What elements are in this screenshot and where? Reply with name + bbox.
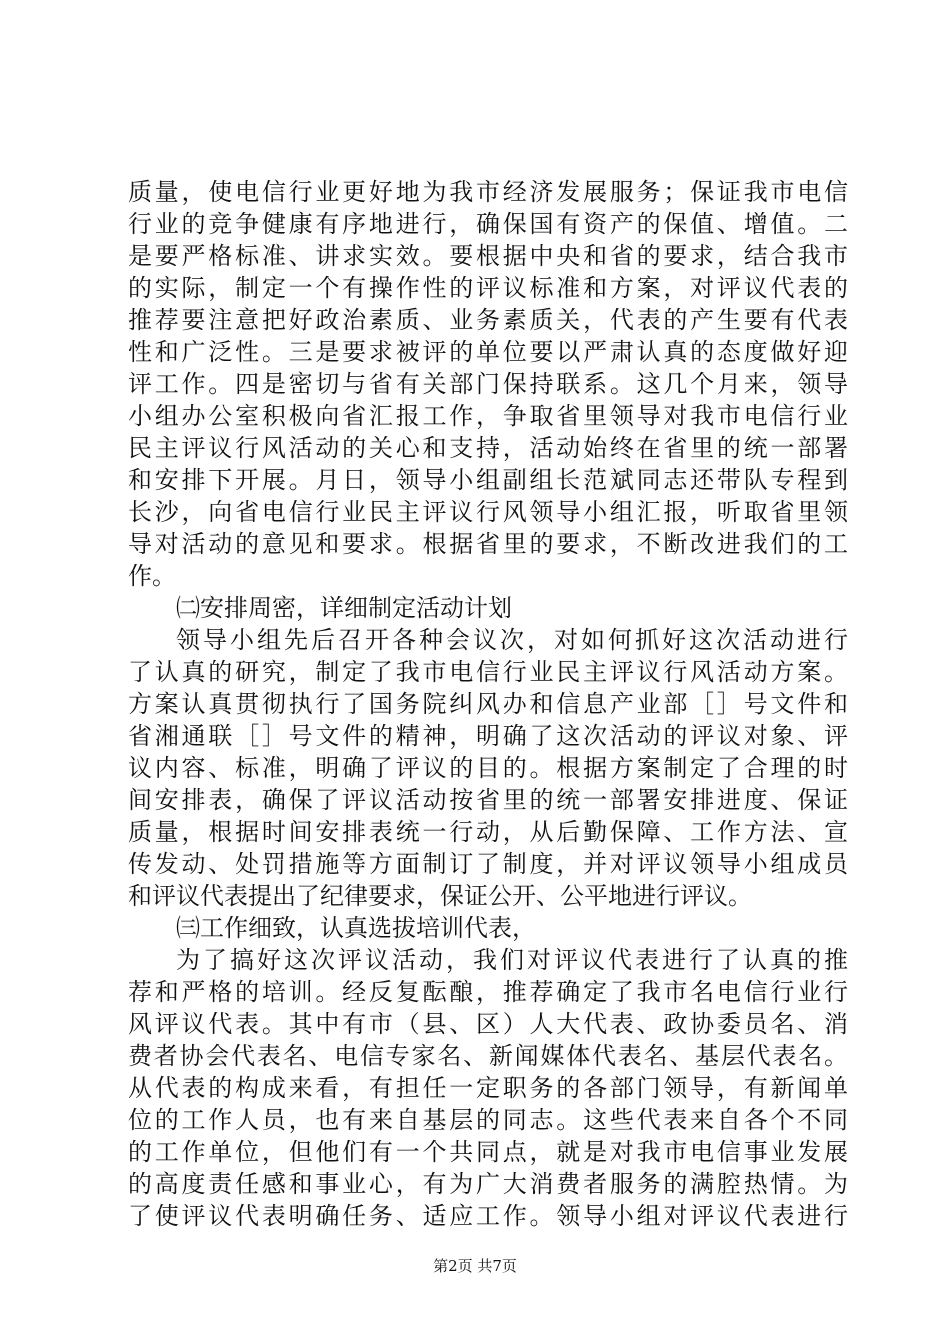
text-line: 评工作。四是密切与省有关部门保持联系。这几个月来，领导	[128, 370, 848, 398]
text-line: 的工作单位，但他们有一个共同点，就是对我市电信事业发展	[128, 1138, 848, 1166]
text-line: 行业的竞争健康有序地进行，确保国有资产的保值、增值。二	[128, 210, 848, 238]
text-line: 方案认真贯彻执行了国务院纠风办和信息产业部［］号文件和	[128, 690, 848, 718]
section-heading-3: ㈢工作细致，认真选拔培训代表，	[176, 914, 536, 942]
text-line: 长沙，向省电信行业民主评议行风领导小组汇报，听取省里领	[128, 498, 848, 526]
page-number-footer: 第2页 共7页	[433, 1257, 517, 1275]
text-line: 质量，根据时间安排表统一行动，从后勤保障、工作方法、宣	[128, 818, 848, 846]
text-line: 的实际，制定一个有操作性的评议标准和方案，对评议代表的	[128, 274, 848, 302]
text-line: 了认真的研究，制定了我市电信行业民主评议行风活动方案。	[128, 658, 848, 686]
text-line: 风评议代表。其中有市（县、区）人大代表、政协委员名、消	[128, 1010, 848, 1038]
text-line: 从代表的构成来看，有担任一定职务的各部门领导，有新闻单	[128, 1074, 848, 1102]
text-line: 位的工作人员，也有来自基层的同志。这些代表来自各个不同	[128, 1106, 848, 1134]
text-line: 小组办公室积极向省汇报工作，争取省里领导对我市电信行业	[128, 402, 848, 430]
document-body	[128, 176, 848, 1232]
text-line: 性和广泛性。三是要求被评的单位要以严肃认真的态度做好迎	[128, 338, 848, 366]
paragraph-2	[128, 624, 848, 912]
text-line: 间安排表，确保了评议活动按省里的统一部署安排进度、保证	[128, 786, 848, 814]
text-line: 省湘通联［］号文件的精神，明确了这次活动的评议对象、评	[128, 722, 848, 750]
text-line: 质量，使电信行业更好地为我市经济发展服务；保证我市电信	[128, 178, 848, 206]
text-line: 费者协会代表名、电信专家名、新闻媒体代表名、基层代表名。	[128, 1042, 848, 1070]
paragraph-3	[128, 944, 848, 1232]
paragraph-1	[128, 176, 848, 592]
text-line: 和评议代表提出了纪律要求，保证公开、公平地进行评议。	[128, 882, 752, 910]
text-line: 了使评议代表明确任务、适应工作。领导小组对评议代表进行	[128, 1202, 848, 1230]
text-line: 作。	[128, 562, 176, 590]
text-line: 的高度责任感和事业心，有为广大消费者服务的满腔热情。为	[128, 1170, 848, 1198]
text-line: 荐和严格的培训。经反复酝酿，推荐确定了我市名电信行业行	[128, 978, 848, 1006]
text-line: 领导小组先后召开各种会议次，对如何抓好这次活动进行	[176, 626, 848, 654]
text-line: 传发动、处罚措施等方面制订了制度，并对评议领导小组成员	[128, 850, 848, 878]
text-line: 和安排下开展。月日，领导小组副组长范斌同志还带队专程到	[128, 466, 848, 494]
text-line: 导对活动的意见和要求。根据省里的要求，不断改进我们的工	[128, 530, 848, 558]
text-line: 议内容、标准，明确了评议的目的。根据方案制定了合理的时	[128, 754, 848, 782]
text-line: 推荐要注意把好政治素质、业务素质关，代表的产生要有代表	[128, 306, 848, 334]
text-line: 民主评议行风活动的关心和支持，活动始终在省里的统一部署	[128, 434, 848, 462]
text-line: 是要严格标准、讲求实效。要根据中央和省的要求，结合我市	[128, 242, 848, 270]
text-line: 为了搞好这次评议活动，我们对评议代表进行了认真的推	[176, 946, 848, 974]
section-heading-2: ㈡安排周密，详细制定活动计划	[176, 594, 512, 622]
